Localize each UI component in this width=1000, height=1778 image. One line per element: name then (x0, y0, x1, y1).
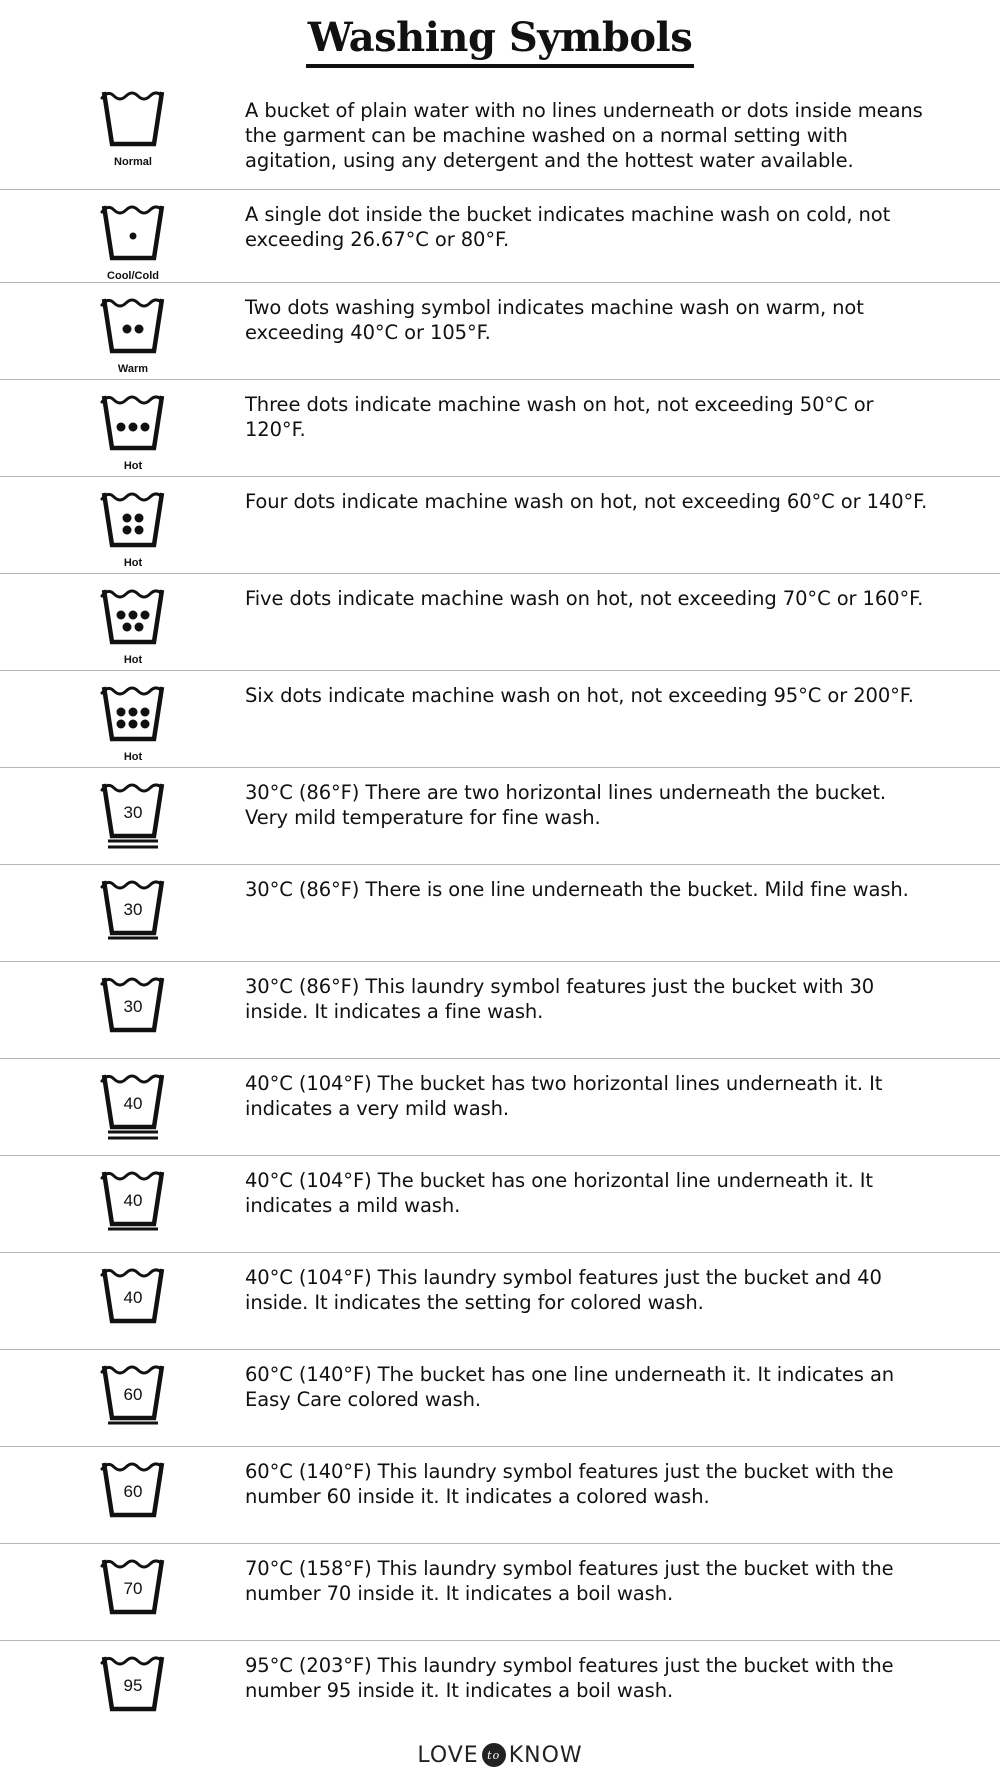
brand-badge: to (482, 1743, 506, 1767)
svg-text:40: 40 (123, 1191, 143, 1210)
wash-60-one-line-icon (98, 1350, 168, 1432)
symbol-row (0, 1544, 1000, 1641)
wash-60-icon (98, 1447, 168, 1529)
wash-40-two-lines-icon (98, 1059, 168, 1141)
symbol-description: 40°C (104°F) This laundry symbol features just the bucket and 40 inside. It indicates the setting for colored wash. (245, 1266, 882, 1314)
symbol-description: A bucket of plain water with no lines underneath or dots inside means the garment can be machine washed on a normal setting with agitation, using any detergent and the hottest water available. (245, 99, 923, 172)
symbol-description: 40°C (104°F) The bucket has two horizontal lines underneath it. It indicates a very mild wash. (245, 1072, 883, 1120)
symbol-row (0, 380, 1000, 477)
symbol-cell (88, 477, 178, 573)
symbol-description: 60°C (140°F) This laundry symbol features just the bucket with the number 60 inside it. It indicates a colored wash. (245, 1460, 894, 1508)
symbol-description: Five dots indicate machine wash on hot, not exceeding 70°C or 160°F. (245, 587, 924, 610)
symbol-row (0, 1641, 1000, 1735)
symbol-cell (88, 768, 178, 864)
symbol-label: Hot (123, 654, 143, 666)
svg-text:60: 60 (123, 1385, 143, 1404)
wash-hot-6-dots-icon (98, 671, 168, 753)
symbol-description: 30°C (86°F) There is one line underneath the bucket. Mild fine wash. (245, 878, 909, 901)
symbol-row (0, 283, 1000, 380)
symbol-cell (88, 1641, 178, 1735)
symbol-cell (88, 283, 178, 379)
symbol-cell (88, 865, 178, 961)
symbol-cell (88, 380, 178, 476)
symbol-row (0, 768, 1000, 865)
symbol-description: 95°C (203°F) This laundry symbol features just the bucket with the number 95 inside it. It indicates a boil wash. (245, 1654, 894, 1702)
symbol-label: Hot (123, 557, 143, 569)
wash-hot-3-dots-icon (98, 380, 168, 462)
symbols-list (0, 76, 1000, 1735)
symbol-description: Four dots indicate machine wash on hot, not exceeding 60°C or 140°F. (245, 490, 928, 513)
page-title: Washing Symbols (306, 14, 694, 68)
wash-70-icon (98, 1544, 168, 1626)
symbol-cell (88, 190, 178, 282)
symbol-label: Cool/Cold (107, 270, 159, 282)
symbol-description: 70°C (158°F) This laundry symbol features just the bucket with the number 70 inside it. It indicates a boil wash. (245, 1557, 894, 1605)
symbol-row (0, 1447, 1000, 1544)
symbol-row (0, 1350, 1000, 1447)
symbol-row (0, 1156, 1000, 1253)
symbol-cell (88, 962, 178, 1058)
symbol-description: A single dot inside the bucket indicates machine wash on cold, not exceeding 26.67°C or 80°F. (245, 203, 891, 251)
symbol-row (0, 1059, 1000, 1156)
wash-hot-5-dots-icon (98, 574, 168, 656)
symbol-row (0, 76, 1000, 190)
symbol-cell (88, 574, 178, 670)
symbol-row (0, 574, 1000, 671)
symbol-row (0, 962, 1000, 1059)
symbol-cell (88, 1059, 178, 1155)
brand-left: LOVE (417, 1742, 479, 1768)
symbol-description: Two dots washing symbol indicates machine wash on warm, not exceeding 40°C or 105°F. (245, 296, 864, 344)
symbol-label: Normal (114, 156, 152, 168)
wash-40-one-line-icon (98, 1156, 168, 1238)
wash-40-icon (98, 1253, 168, 1335)
symbol-cell (88, 76, 178, 189)
symbol-description: 30°C (86°F) This laundry symbol features just the bucket with 30 inside. It indicates a fine wash. (245, 975, 875, 1023)
wash-hot-4-dots-icon (98, 477, 168, 559)
symbol-row (0, 865, 1000, 962)
wash-warm-icon (98, 283, 168, 365)
svg-text:30: 30 (123, 803, 143, 822)
symbol-row (0, 1253, 1000, 1350)
symbol-description: Three dots indicate machine wash on hot, not exceeding 50°C or 120°F. (245, 393, 874, 441)
symbol-description: 30°C (86°F) There are two horizontal lines underneath the bucket. Very mild temperature for fine wash. (245, 781, 886, 829)
symbol-cell (88, 1447, 178, 1543)
symbol-description: Six dots indicate machine wash on hot, not exceeding 95°C or 200°F. (245, 684, 914, 707)
symbol-row (0, 190, 1000, 283)
symbol-label: Hot (123, 460, 143, 472)
symbol-cell (88, 1156, 178, 1252)
wash-30-two-lines-icon (98, 768, 168, 850)
wash-30-one-line-icon (98, 865, 168, 947)
title-area (0, 0, 1000, 76)
symbol-description: 40°C (104°F) The bucket has one horizontal line underneath it. It indicates a mild wash. (245, 1169, 873, 1217)
svg-text:30: 30 (123, 997, 143, 1016)
svg-text:70: 70 (123, 1579, 143, 1598)
svg-text:40: 40 (123, 1288, 143, 1307)
svg-text:95: 95 (123, 1676, 143, 1695)
wash-cold-icon (98, 190, 168, 272)
symbol-label: Warm (117, 363, 149, 375)
symbol-cell (88, 1350, 178, 1446)
svg-text:40: 40 (123, 1094, 143, 1113)
wash-95-icon (98, 1641, 168, 1723)
symbol-label: Hot (123, 751, 143, 763)
brand-logo (0, 1735, 1000, 1775)
symbol-description: 60°C (140°F) The bucket has one line underneath it. It indicates an Easy Care colored wash. (245, 1363, 895, 1411)
svg-text:30: 30 (123, 900, 143, 919)
symbol-cell (88, 671, 178, 767)
wash-30-icon (98, 962, 168, 1044)
symbol-cell (88, 1544, 178, 1640)
wash-normal-icon (98, 76, 168, 158)
symbol-cell (88, 1253, 178, 1349)
brand-right: KNOW (508, 1742, 583, 1768)
svg-text:60: 60 (123, 1482, 143, 1501)
symbol-row (0, 671, 1000, 768)
symbol-row (0, 477, 1000, 574)
